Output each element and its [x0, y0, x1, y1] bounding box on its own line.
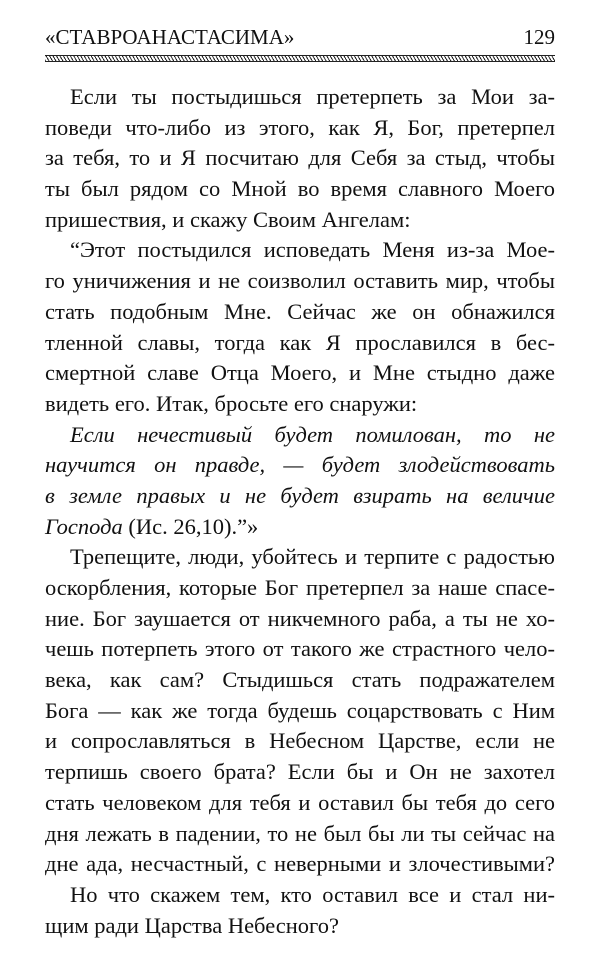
- text-line-content: поведи что-либо из этого, как Я, Бог, претерпел: [45, 114, 555, 140]
- text-line-content: Но что скажем тем, кто оставил все и стал ни-: [70, 881, 555, 907]
- text-line-content: века, как сам? Стыдишься стать подражателем: [45, 667, 555, 693]
- text-line-content: го уничижения и не соизволил оставить мир, чтобы: [45, 268, 555, 294]
- text-line: [45, 420, 555, 451]
- text-line-content: пришествия, и скажу Своим Ангелам:: [45, 206, 411, 232]
- running-header: [45, 20, 555, 50]
- text-line: [45, 573, 555, 604]
- text-line: [45, 788, 555, 819]
- text-line-content: Если нечестивый будет помилован, то не: [70, 421, 555, 447]
- text-line-content: и сопрославляться в Небесном Царстве, если не: [45, 728, 555, 754]
- text-line-content: оскорбления, которые Бог претерпел за наше спасе-: [45, 575, 555, 600]
- text-line: [45, 143, 555, 174]
- text-line: [45, 358, 555, 389]
- text-line: [45, 542, 555, 573]
- text-line-content: за тебя, то и Я посчитаю для Себя за стыд, чтобы: [45, 145, 555, 171]
- text-line: [45, 297, 555, 328]
- text-line: [45, 819, 555, 850]
- text-line: [45, 82, 555, 113]
- text-line-content: смертной славе Отца Моего, и Мне стыдно даже: [45, 360, 555, 386]
- text-line: [45, 481, 555, 512]
- text-line: [45, 235, 555, 266]
- text-line: [45, 849, 555, 880]
- text-line-content: дня лежать в падении, то не был бы ли ты сейчас на: [45, 820, 555, 846]
- text-line: [45, 450, 555, 481]
- text-line-content: в земле правых и не будет взирать на величие: [45, 482, 555, 508]
- text-line-content: щим ради Царства Небесного?: [45, 912, 339, 938]
- text-line: [45, 113, 555, 144]
- header-ornamental-rule: [45, 55, 555, 62]
- text-line: [45, 512, 555, 543]
- body-text: [45, 82, 555, 941]
- text-line: [45, 757, 555, 788]
- scripture-reference: (Ис. 26,10).”»: [122, 513, 259, 539]
- text-line: [45, 389, 555, 420]
- text-line-content: стать человеком для тебя и оставил бы тебя до сего: [45, 789, 555, 815]
- text-line: [45, 174, 555, 205]
- text-line: [45, 266, 555, 297]
- text-line-content: терпишь своего брата? Если бы и Он не захотел: [45, 759, 555, 785]
- text-line: [45, 665, 555, 696]
- page-number: 129: [523, 25, 555, 49]
- text-line: [45, 604, 555, 635]
- text-line-content: чешь потерпеть этого от такого же страстного чело-: [45, 636, 555, 662]
- text-line-content: тленной славы, тогда как Я прославился в бес-: [45, 329, 555, 355]
- text-line-content: Трепещите, люди, убойтесь и терпите с радостью: [70, 544, 555, 570]
- text-line-content: дне ада, несчастный, с неверными и злочестивыми?: [45, 851, 555, 877]
- text-line: [45, 696, 555, 727]
- text-line: [45, 911, 555, 942]
- text-line-content: ние. Бог заушается от никчемного раба, а ты не хо-: [45, 605, 555, 631]
- text-line-content: стать подобным Мне. Сейчас же он обнажился: [45, 298, 555, 324]
- text-line-content: Если ты постыдишься претерпеть за Мои за-: [70, 84, 555, 109]
- text-line-content: Господа: [45, 513, 123, 539]
- running-title: «СТАВРОАНАСТАСИМА»: [45, 25, 295, 49]
- text-line: [45, 880, 555, 911]
- text-line-content: “Этот постыдился исповедать Меня из-за Мое-: [70, 237, 555, 263]
- text-line-content: ты был рядом со Мной во время славного Моего: [45, 176, 555, 202]
- text-line-content: видеть его. Итак, бросьте его снаружи:: [45, 390, 418, 416]
- text-line: [45, 726, 555, 757]
- text-line: [45, 205, 555, 236]
- text-line-content: Бога — как же тогда будешь соцарствовать с Ним: [45, 697, 555, 723]
- text-line-content: научится он правде, — будет злодействовать: [45, 452, 555, 478]
- text-line: [45, 634, 555, 665]
- text-line: [45, 328, 555, 359]
